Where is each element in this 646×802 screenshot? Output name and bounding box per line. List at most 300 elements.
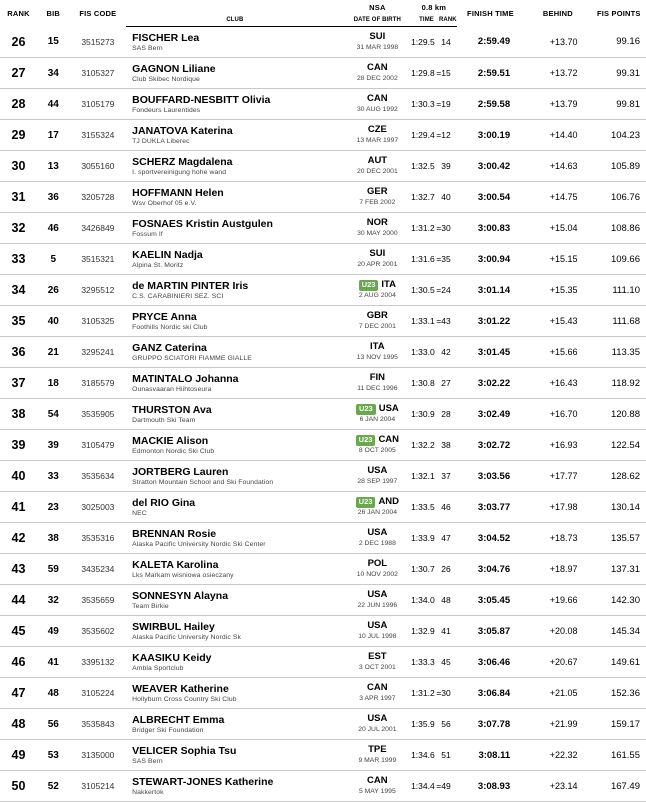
- cell-split-time: 1:30.8: [411, 368, 434, 399]
- cell-fis-code: 3515321: [70, 244, 127, 275]
- cell-rank: 47: [0, 678, 37, 709]
- cell-bib: 59: [37, 554, 70, 585]
- cell-fis-code: 3105479: [70, 430, 127, 461]
- cell-athlete: [126, 306, 344, 337]
- athlete-name: del RIO Gina: [132, 496, 196, 509]
- cell-split-rank: 26: [434, 554, 457, 585]
- athlete-club: I. sportvereinigung hohe wand: [132, 168, 227, 176]
- date-of-birth: 10 JUL 1998: [358, 633, 397, 641]
- table-row[interactable]: [0, 430, 646, 461]
- col-club: CLUB: [126, 14, 344, 27]
- athlete-club: Ambla Sportclub: [132, 664, 184, 672]
- nsa-code: GER: [367, 186, 388, 198]
- col-fis-code: FIS CODE: [79, 8, 117, 18]
- cell-fis-code: 3535905: [70, 399, 127, 430]
- cell-split-time: 1:33.3: [411, 647, 434, 678]
- cell-bib: 36: [37, 182, 70, 213]
- cell-split-time: 1:32.1: [411, 461, 434, 492]
- cell-finish-time: 3:06.46: [457, 647, 524, 678]
- cell-split-rank: 45: [434, 647, 457, 678]
- nsa-line: [344, 342, 411, 353]
- table-row[interactable]: [0, 399, 646, 430]
- cell-nsa: [344, 58, 411, 89]
- cell-split-rank: =43: [434, 306, 457, 337]
- cell-finish-time: 3:00.19: [457, 120, 524, 151]
- athlete-club: TJ DUKLA Liberec: [132, 137, 190, 145]
- nsa-code: AUT: [367, 155, 388, 167]
- nsa-code: USA: [367, 465, 388, 477]
- cell-behind: +20.67: [524, 647, 591, 678]
- cell-split-rank: 56: [434, 709, 457, 740]
- nsa-line: [344, 590, 411, 601]
- cell-athlete: [126, 213, 344, 244]
- cell-bib: 52: [37, 771, 70, 802]
- table-row[interactable]: [0, 554, 646, 585]
- cell-bib: 44: [37, 89, 70, 120]
- athlete-club: Foothills Nordic ski Club: [132, 323, 208, 331]
- cell-behind: +15.43: [524, 306, 591, 337]
- table-row[interactable]: [0, 585, 646, 616]
- cell-athlete: [126, 678, 344, 709]
- athlete-name: de MARTIN PINTER Iris: [132, 279, 249, 292]
- date-of-birth: 3 APR 1997: [359, 695, 396, 703]
- table-row[interactable]: [0, 89, 646, 120]
- col-finish-time-label: FINISH TIME: [467, 8, 514, 18]
- cell-nsa: [344, 523, 411, 554]
- cell-bib: 13: [37, 151, 70, 182]
- cell-finish-time: 3:06.84: [457, 678, 524, 709]
- cell-split-time: 1:34.0: [411, 585, 434, 616]
- nsa-code: EST: [368, 651, 387, 663]
- cell-athlete: [126, 275, 344, 306]
- cell-fis-code: 3105327: [70, 58, 127, 89]
- athlete-name: ALBRECHT Emma: [132, 713, 225, 726]
- cell-behind: +16.70: [524, 399, 591, 430]
- cell-split-rank: 39: [434, 151, 457, 182]
- cell-nsa: [344, 120, 411, 151]
- cell-nsa: [344, 368, 411, 399]
- athlete-club: Dartmouth Ski Team: [132, 416, 196, 424]
- athlete-name: SCHERZ Magdalena: [132, 155, 233, 168]
- cell-fis-code: 3205728: [70, 182, 127, 213]
- cell-rank: 29: [0, 120, 37, 151]
- cell-athlete: [126, 368, 344, 399]
- table-row[interactable]: [0, 368, 646, 399]
- cell-fis-points: 118.92: [592, 368, 646, 399]
- cell-rank: 27: [0, 58, 37, 89]
- cell-behind: +15.15: [524, 244, 591, 275]
- cell-split-rank: 47: [434, 523, 457, 554]
- date-of-birth: 2 DEC 1988: [358, 540, 396, 548]
- cell-nsa: [344, 554, 411, 585]
- cell-rank: 33: [0, 244, 37, 275]
- nsa-line: [344, 218, 411, 229]
- table-row[interactable]: [0, 27, 646, 58]
- cell-fis-code: 3535843: [70, 709, 127, 740]
- nsa-code: ITA: [370, 341, 385, 353]
- cell-behind: +14.40: [524, 120, 591, 151]
- cell-nsa: [344, 275, 411, 306]
- athlete-name: GANZ Caterina: [132, 341, 207, 354]
- col-split-rank: RANK: [434, 14, 457, 27]
- nsa-code: USA: [367, 589, 388, 601]
- cell-finish-time: 2:59.51: [457, 58, 524, 89]
- cell-rank: 36: [0, 337, 37, 368]
- cell-fis-points: 99.16: [592, 27, 646, 58]
- cell-behind: +23.14: [524, 771, 591, 802]
- athlete-name: KAELIN Nadja: [132, 248, 203, 261]
- cell-split-time: 1:32.9: [411, 616, 434, 647]
- cell-fis-points: 135.57: [592, 523, 646, 554]
- cell-fis-code: 3295241: [70, 337, 127, 368]
- date-of-birth: 5 MAY 1995: [358, 788, 396, 796]
- cell-split-time: 1:33.9: [411, 523, 434, 554]
- col-dob: DATE OF BIRTH: [344, 14, 411, 27]
- cell-fis-points: 142.30: [592, 585, 646, 616]
- cell-bib: 15: [37, 27, 70, 58]
- cell-bib: 53: [37, 740, 70, 771]
- cell-athlete: [126, 430, 344, 461]
- table-row[interactable]: [0, 120, 646, 151]
- athlete-name: BRENNAN Rosie: [132, 527, 217, 540]
- cell-split-time: 1:35.9: [411, 709, 434, 740]
- cell-bib: 26: [37, 275, 70, 306]
- cell-behind: +14.63: [524, 151, 591, 182]
- nsa-line: [344, 528, 411, 539]
- cell-split-time: 1:31.2: [411, 213, 434, 244]
- cell-split-time: 1:32.5: [411, 151, 434, 182]
- cell-bib: 54: [37, 399, 70, 430]
- u23-badge: U23: [356, 435, 376, 446]
- table-row[interactable]: [0, 275, 646, 306]
- cell-split-time: 1:30.9: [411, 399, 434, 430]
- cell-athlete: [126, 554, 344, 585]
- cell-split-rank: 28: [434, 399, 457, 430]
- cell-behind: +17.98: [524, 492, 591, 523]
- cell-athlete: [126, 523, 344, 554]
- nsa-code: POL: [367, 558, 388, 570]
- cell-finish-time: 3:01.45: [457, 337, 524, 368]
- cell-finish-time: 2:59.58: [457, 89, 524, 120]
- nsa-code: SUI: [369, 248, 386, 260]
- cell-split-rank: =12: [434, 120, 457, 151]
- nsa-code: CAN: [367, 682, 388, 694]
- cell-finish-time: 3:08.93: [457, 771, 524, 802]
- nsa-line: [344, 249, 411, 260]
- cell-bib: 33: [37, 461, 70, 492]
- cell-behind: +17.77: [524, 461, 591, 492]
- table-row[interactable]: [0, 244, 646, 275]
- date-of-birth: 7 FEB 2002: [359, 199, 396, 207]
- cell-split-rank: 46: [434, 492, 457, 523]
- col-nsa: NSA: [369, 2, 386, 12]
- cell-athlete: [126, 709, 344, 740]
- nsa-line: [344, 187, 411, 198]
- table-row[interactable]: [0, 678, 646, 709]
- nsa-line: [344, 652, 411, 663]
- athlete-name: HOFFMANN Helen: [132, 186, 224, 199]
- nsa-line: [344, 466, 411, 477]
- table-row[interactable]: [0, 306, 646, 337]
- cell-nsa: [344, 647, 411, 678]
- cell-nsa: [344, 771, 411, 802]
- cell-behind: +14.75: [524, 182, 591, 213]
- nsa-code: USA: [367, 713, 388, 725]
- col-fis-points: [592, 0, 646, 27]
- cell-bib: 39: [37, 430, 70, 461]
- cell-rank: 48: [0, 709, 37, 740]
- cell-split-rank: 41: [434, 616, 457, 647]
- cell-athlete: [126, 585, 344, 616]
- cell-fis-points: 152.36: [592, 678, 646, 709]
- col-rank: RANK: [7, 8, 30, 18]
- date-of-birth: 30 MAY 2000: [357, 230, 398, 238]
- cell-behind: +21.05: [524, 678, 591, 709]
- table-row[interactable]: [0, 337, 646, 368]
- cell-fis-points: 109.66: [592, 244, 646, 275]
- nsa-code: AND: [378, 496, 400, 508]
- cell-fis-points: 161.55: [592, 740, 646, 771]
- table-row[interactable]: [0, 182, 646, 213]
- cell-fis-code: 3105179: [70, 89, 127, 120]
- cell-fis-code: 3105325: [70, 306, 127, 337]
- cell-rank: 49: [0, 740, 37, 771]
- cell-behind: +18.97: [524, 554, 591, 585]
- date-of-birth: 22 JUN 1996: [357, 602, 398, 610]
- cell-split-time: 1:34.4: [411, 771, 434, 802]
- table-row[interactable]: [0, 740, 646, 771]
- nsa-line: [344, 683, 411, 694]
- table-row[interactable]: [0, 709, 646, 740]
- athlete-club: Ounasvaaran Hiihtoseura: [132, 385, 212, 393]
- cell-nsa: [344, 678, 411, 709]
- cell-fis-code: 3185579: [70, 368, 127, 399]
- table-row[interactable]: [0, 647, 646, 678]
- cell-split-rank: =19: [434, 89, 457, 120]
- athlete-club: Lks Markam wisniowa osieczany: [132, 571, 234, 579]
- date-of-birth: 13 MAR 1997: [356, 137, 399, 145]
- cell-split-time: 1:29.5: [411, 27, 434, 58]
- cell-rank: 35: [0, 306, 37, 337]
- nsa-line: [344, 373, 411, 384]
- cell-split-rank: =35: [434, 244, 457, 275]
- table-row[interactable]: [0, 58, 646, 89]
- nsa-code: CAN: [367, 775, 388, 787]
- athlete-name: KAASIKU Keidy: [132, 651, 212, 664]
- cell-athlete: [126, 27, 344, 58]
- athlete-name: FISCHER Lea: [132, 31, 200, 44]
- nsa-line: [344, 559, 411, 570]
- athlete-club: Alaska Pacific University Nordic Sk: [132, 633, 242, 641]
- cell-fis-code: 3155324: [70, 120, 127, 151]
- u23-badge: U23: [359, 280, 379, 291]
- athlete-club: Wsv Oberhof 05 e.V.: [132, 199, 197, 207]
- cell-finish-time: 3:00.42: [457, 151, 524, 182]
- cell-fis-points: 111.68: [592, 306, 646, 337]
- nsa-code: CZE: [367, 124, 387, 136]
- u23-badge: U23: [356, 404, 376, 415]
- athlete-name: MACKIE Alison: [132, 434, 209, 447]
- cell-split-time: 1:34.6: [411, 740, 434, 771]
- athlete-name: THURSTON Ava: [132, 403, 212, 416]
- cell-fis-points: 106.76: [592, 182, 646, 213]
- cell-nsa: [344, 89, 411, 120]
- cell-athlete: [126, 244, 344, 275]
- cell-fis-points: 105.89: [592, 151, 646, 182]
- cell-fis-points: 130.14: [592, 492, 646, 523]
- athlete-club: GRUPPO SCIATORI FIAMME GIALLE: [132, 354, 252, 362]
- cell-fis-code: 3535659: [70, 585, 127, 616]
- cell-rank: 39: [0, 430, 37, 461]
- cell-rank: 43: [0, 554, 37, 585]
- nsa-code: SUI: [369, 31, 386, 43]
- cell-bib: 46: [37, 213, 70, 244]
- cell-rank: 50: [0, 771, 37, 802]
- cell-rank: 26: [0, 27, 37, 58]
- cell-behind: +21.99: [524, 709, 591, 740]
- cell-bib: 32: [37, 585, 70, 616]
- cell-fis-code: 3535602: [70, 616, 127, 647]
- cell-fis-code: 3535634: [70, 461, 127, 492]
- cell-finish-time: 2:59.49: [457, 27, 524, 58]
- cell-nsa: [344, 306, 411, 337]
- cell-split-rank: =49: [434, 771, 457, 802]
- col-split-distance: 0.8 km: [421, 2, 447, 12]
- table-row[interactable]: [0, 213, 646, 244]
- cell-athlete: [126, 182, 344, 213]
- cell-fis-code: 3435234: [70, 554, 127, 585]
- cell-nsa: [344, 337, 411, 368]
- date-of-birth: 2 AUG 2004: [358, 292, 396, 300]
- table-row[interactable]: [0, 616, 646, 647]
- nsa-line: [344, 280, 411, 291]
- cell-fis-code: 3295512: [70, 275, 127, 306]
- cell-finish-time: 3:05.87: [457, 616, 524, 647]
- cell-nsa: [344, 151, 411, 182]
- nsa-code: CAN: [367, 93, 388, 105]
- cell-split-rank: 42: [434, 337, 457, 368]
- athlete-club: Fossum If: [132, 230, 163, 238]
- table-header: [0, 0, 646, 27]
- date-of-birth: 3 OCT 2001: [358, 664, 396, 672]
- date-of-birth: 11 DEC 1996: [357, 385, 398, 393]
- nsa-line: [344, 435, 411, 446]
- athlete-name: JANATOVA Katerina: [132, 124, 233, 137]
- cell-finish-time: 3:04.52: [457, 523, 524, 554]
- cell-nsa: [344, 709, 411, 740]
- cell-finish-time: 3:01.14: [457, 275, 524, 306]
- table-row[interactable]: [0, 461, 646, 492]
- athlete-name: FOSNAES Kristin Austgulen: [132, 217, 273, 230]
- athlete-club: Nakkertok: [132, 788, 164, 796]
- cell-fis-points: 137.31: [592, 554, 646, 585]
- athlete-club: Stratton Mountain School and Ski Foundation: [132, 478, 274, 486]
- cell-nsa: [344, 585, 411, 616]
- cell-rank: 38: [0, 399, 37, 430]
- cell-split-rank: 38: [434, 430, 457, 461]
- athlete-club: NEC: [132, 509, 147, 517]
- nsa-code: ITA: [381, 279, 397, 291]
- table-body: [0, 27, 646, 802]
- nsa-code: FIN: [369, 372, 385, 384]
- date-of-birth: 9 MAR 1999: [358, 757, 397, 765]
- cell-bib: 23: [37, 492, 70, 523]
- cell-behind: +16.93: [524, 430, 591, 461]
- cell-nsa: [344, 213, 411, 244]
- col-fis-points-label: FIS POINTS: [596, 8, 641, 18]
- athlete-club: Hollyburn Cross Country Ski Club: [132, 695, 237, 703]
- date-of-birth: 30 AUG 1992: [356, 106, 398, 114]
- nsa-line: [344, 621, 411, 632]
- athlete-name: VELICER Sophia Tsu: [132, 744, 237, 757]
- nsa-code: CAN: [367, 62, 388, 74]
- cell-nsa: [344, 740, 411, 771]
- cell-bib: 34: [37, 58, 70, 89]
- nsa-line: [344, 745, 411, 756]
- table-row[interactable]: [0, 771, 646, 802]
- date-of-birth: 26 JAN 2004: [357, 509, 397, 517]
- date-of-birth: 8 OCT 2005: [358, 447, 396, 455]
- cell-fis-code: 3105224: [70, 678, 127, 709]
- cell-behind: +13.72: [524, 58, 591, 89]
- athlete-club: Club Skibec Nordique: [132, 75, 200, 83]
- cell-behind: +15.66: [524, 337, 591, 368]
- cell-athlete: [126, 616, 344, 647]
- cell-fis-points: 104.23: [592, 120, 646, 151]
- cell-bib: 17: [37, 120, 70, 151]
- col-bib: BIB: [46, 8, 61, 18]
- date-of-birth: 20 JUL 2001: [358, 726, 397, 734]
- date-of-birth: 28 DEC 2002: [356, 75, 398, 83]
- athlete-club: Bridger Ski Foundation: [132, 726, 204, 734]
- nsa-line: [344, 94, 411, 105]
- cell-fis-code: 3535316: [70, 523, 127, 554]
- cell-athlete: [126, 647, 344, 678]
- cell-fis-points: 145.34: [592, 616, 646, 647]
- nsa-line: [344, 156, 411, 167]
- cell-split-time: 1:33.1: [411, 306, 434, 337]
- cell-split-time: 1:29.4: [411, 120, 434, 151]
- table-row[interactable]: [0, 523, 646, 554]
- cell-nsa: [344, 492, 411, 523]
- athlete-club: Alaska Pacific University Nordic Ski Center: [132, 540, 266, 548]
- cell-athlete: [126, 337, 344, 368]
- cell-rank: 44: [0, 585, 37, 616]
- cell-nsa: [344, 399, 411, 430]
- cell-split-rank: 37: [434, 461, 457, 492]
- cell-behind: +16.43: [524, 368, 591, 399]
- athlete-name: GAGNON Liliane: [132, 62, 216, 75]
- date-of-birth: 31 MAR 1998: [356, 44, 399, 52]
- cell-split-rank: 40: [434, 182, 457, 213]
- cell-fis-code: 3395132: [70, 647, 127, 678]
- table-row[interactable]: [0, 492, 646, 523]
- cell-rank: 46: [0, 647, 37, 678]
- cell-rank: 37: [0, 368, 37, 399]
- cell-fis-points: 99.81: [592, 89, 646, 120]
- cell-fis-code: 3105214: [70, 771, 127, 802]
- cell-fis-points: 113.35: [592, 337, 646, 368]
- cell-split-time: 1:29.8: [411, 58, 434, 89]
- date-of-birth: 20 DEC 2001: [356, 168, 398, 176]
- cell-rank: 28: [0, 89, 37, 120]
- table-row[interactable]: [0, 151, 646, 182]
- cell-split-time: 1:30.5: [411, 275, 434, 306]
- date-of-birth: 20 APR 2001: [357, 261, 398, 269]
- date-of-birth: 6 JAN 2004: [359, 416, 396, 424]
- u23-badge: U23: [356, 497, 376, 508]
- cell-fis-points: 128.62: [592, 461, 646, 492]
